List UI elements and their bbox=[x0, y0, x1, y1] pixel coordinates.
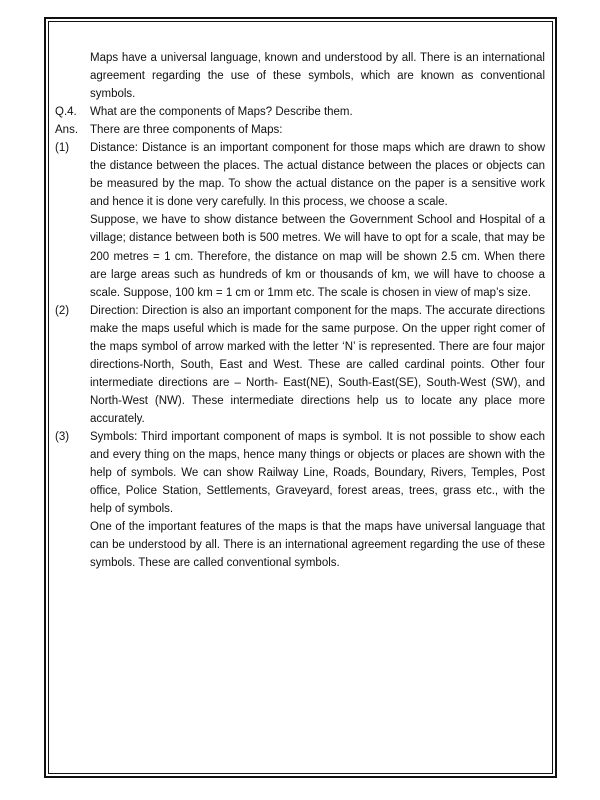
question-row bbox=[55, 103, 545, 121]
component-symbols bbox=[55, 428, 545, 572]
component-distance bbox=[55, 139, 545, 301]
answer-label: Ans. bbox=[55, 124, 79, 137]
component-paragraph: One of the important features of the maps is that the maps have universal language that can be understood by all. There is an international agreement regarding the use of these symbols. These are called conventional symbols. bbox=[90, 521, 545, 570]
component-paragraph: Direction: Direction is also an important component for the maps. The accurate directions make the maps useful which is made for the same purpose. On the upper right comer of the maps symbol of arrow marked with the letter ‘N’ is represented. There are four major directions-North, South, East and West. These are called cardinal points. Other four intermediate directions are – North- East(NE), South-East(SE), South-West (SW), and North-West (NW). These intermediate directions help us to locate any place more accurately. bbox=[90, 304, 545, 425]
document-content bbox=[55, 49, 545, 572]
component-paragraph: Distance: Distance is an important component for those maps which are drawn to show the distance between the places. The actual distance between the places or objects can be measured by the map. To show the actual distance on the paper is a sensitive work and hence it is done very carefully. In this process, we choose a scale. bbox=[90, 142, 545, 209]
answer-text: There are three components of Maps: bbox=[90, 124, 283, 137]
question-text: What are the components of Maps? Describe them. bbox=[90, 106, 353, 119]
component-number: (1) bbox=[55, 142, 70, 155]
component-direction bbox=[55, 302, 545, 428]
component-number: (3) bbox=[55, 430, 70, 443]
component-number: (2) bbox=[55, 304, 70, 317]
answer-row bbox=[55, 121, 545, 139]
component-paragraph: Symbols: Third important component of maps is symbol. It is not possible to show each and every thing on the maps, hence many things or objects or places are shown with the help of symbols. We can show Railway Line, Roads, Boundary, Rivers, Temples, Post office, Police Station, Settlements, Graveyard, forest areas, trees, grass etc., with the help of symbols. bbox=[90, 430, 545, 516]
intro-paragraph: Maps have a universal language, known and understood by all. There is an international agreement regarding the use of these symbols, which are known as conventional symbols. bbox=[90, 52, 545, 101]
intro-block bbox=[55, 49, 545, 103]
question-number: Q.4. bbox=[55, 106, 77, 119]
component-paragraph: Suppose, we have to show distance between the Government School and Hospital of a village; distance between both is 500 metres. We will have to opt for a scale, that may be 200 metres = 1 cm. Therefore, the distance on map will be shown 2.5 cm. When there are large areas such as hundreds of km or thousands of km, we will have to choose a scale. Suppose, 100 km = 1 cm or 1mm etc. The scale is chosen in view of map’s size. bbox=[90, 214, 545, 299]
